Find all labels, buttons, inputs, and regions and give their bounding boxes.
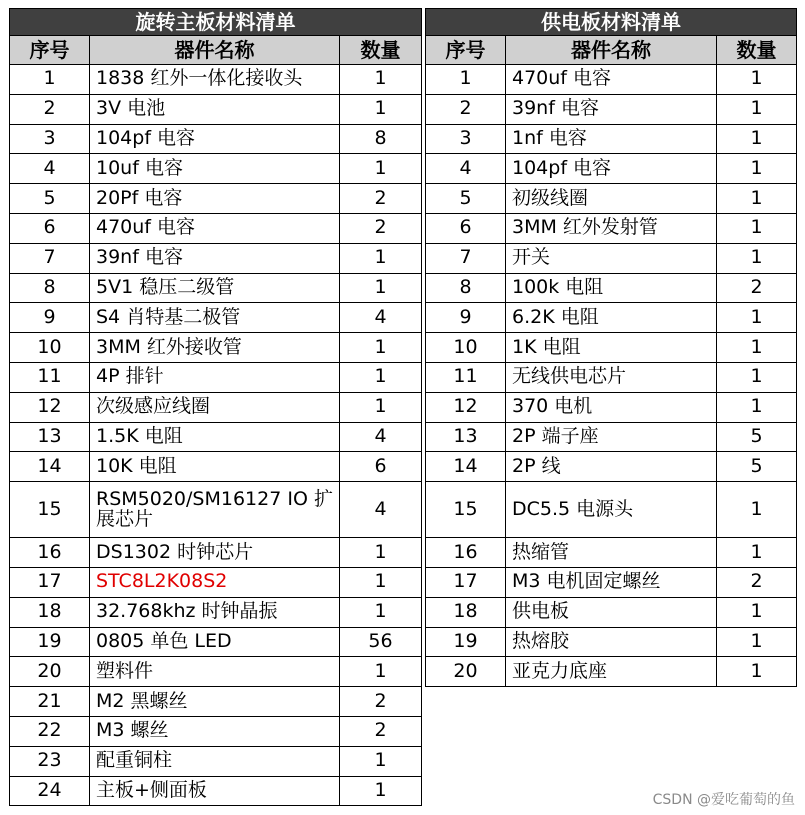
power-board-bom-table (425, 8, 797, 687)
table-row (426, 213, 797, 243)
component-name: 104pf 电容 (90, 124, 340, 154)
table-row (10, 154, 422, 184)
quantity: 1 (717, 243, 797, 273)
row-index: 8 (426, 273, 506, 303)
component-name: 1838 红外一体化接收头 (90, 65, 340, 95)
table-row (10, 687, 422, 717)
table-row (426, 627, 797, 657)
row-index: 4 (10, 154, 90, 184)
quantity: 4 (340, 482, 422, 538)
row-index: 12 (10, 392, 90, 422)
table-row (10, 94, 422, 124)
quantity: 1 (340, 333, 422, 363)
quantity: 1 (717, 303, 797, 333)
component-name: 1.5K 电阻 (90, 422, 340, 452)
table-row (426, 567, 797, 597)
quantity: 8 (340, 124, 422, 154)
quantity: 1 (717, 362, 797, 392)
quantity: 1 (340, 273, 422, 303)
table-row (10, 597, 422, 627)
quantity: 1 (717, 657, 797, 687)
column-header-component-name: 器件名称 (506, 36, 717, 65)
table-row (10, 213, 422, 243)
component-name: 次级感应线圈 (90, 392, 340, 422)
quantity: 2 (340, 687, 422, 717)
quantity: 1 (717, 94, 797, 124)
table-row (10, 567, 422, 597)
table-row (10, 627, 422, 657)
quantity: 1 (717, 124, 797, 154)
table-row (10, 184, 422, 214)
table-row (10, 65, 422, 95)
quantity: 5 (717, 422, 797, 452)
row-index: 20 (10, 657, 90, 687)
table-row (10, 452, 422, 482)
component-name: 3MM 红外发射管 (506, 213, 717, 243)
row-index: 5 (426, 184, 506, 214)
table-row (10, 243, 422, 273)
component-name: 370 电机 (506, 392, 717, 422)
component-name: 470uf 电容 (506, 65, 717, 95)
component-name: 32.768khz 时钟晶振 (90, 597, 340, 627)
component-name: S4 肖特基二极管 (90, 303, 340, 333)
row-index: 1 (10, 65, 90, 95)
row-index: 3 (10, 124, 90, 154)
row-index: 10 (10, 333, 90, 363)
component-name: 初级线圈 (506, 184, 717, 214)
column-header-quantity: 数量 (717, 36, 797, 65)
component-name: 2P 端子座 (506, 422, 717, 452)
table-row (426, 362, 797, 392)
row-index: 16 (426, 538, 506, 568)
table-row (426, 333, 797, 363)
component-name: 无线供电芯片 (506, 362, 717, 392)
table-row (10, 538, 422, 568)
table-row (426, 124, 797, 154)
table-row (10, 422, 422, 452)
row-index: 13 (10, 422, 90, 452)
component-name: 塑料件 (90, 657, 340, 687)
row-index: 11 (426, 362, 506, 392)
component-name: 5V1 稳压二级管 (90, 273, 340, 303)
row-index: 18 (426, 597, 506, 627)
table-row (426, 243, 797, 273)
component-name: 4P 排针 (90, 362, 340, 392)
row-index: 17 (426, 567, 506, 597)
component-name: 10K 电阻 (90, 452, 340, 482)
row-index: 11 (10, 362, 90, 392)
quantity: 1 (340, 567, 422, 597)
row-index: 5 (10, 184, 90, 214)
table-row (426, 184, 797, 214)
quantity: 1 (340, 243, 422, 273)
component-name: 39nf 电容 (90, 243, 340, 273)
row-index: 6 (426, 213, 506, 243)
component-name: 470uf 电容 (90, 213, 340, 243)
quantity: 4 (340, 303, 422, 333)
quantity: 1 (340, 65, 422, 95)
row-index: 14 (426, 452, 506, 482)
row-index: 7 (426, 243, 506, 273)
row-index: 18 (10, 597, 90, 627)
component-name: 104pf 电容 (506, 154, 717, 184)
quantity: 1 (340, 746, 422, 776)
quantity: 5 (717, 452, 797, 482)
component-name: 3MM 红外接收管 (90, 333, 340, 363)
table-row (10, 124, 422, 154)
component-name: 主板+侧面板 (90, 776, 340, 806)
table-row (426, 538, 797, 568)
row-index: 12 (426, 392, 506, 422)
row-index: 9 (10, 303, 90, 333)
table-row (426, 154, 797, 184)
row-index: 2 (10, 94, 90, 124)
quantity: 1 (717, 392, 797, 422)
table-row (426, 303, 797, 333)
component-name: 配重铜柱 (90, 746, 340, 776)
main-board-table-title: 旋转主板材料清单 (10, 9, 422, 36)
table-row (426, 65, 797, 95)
main-board-bom-table (9, 8, 422, 806)
quantity: 1 (717, 538, 797, 568)
column-header-index: 序号 (10, 36, 90, 65)
row-index: 19 (10, 627, 90, 657)
component-name: 供电板 (506, 597, 717, 627)
component-name: 39nf 电容 (506, 94, 717, 124)
component-name: RSM5020/SM16127 IO 扩展芯片 (90, 482, 340, 538)
component-name: 0805 单色 LED (90, 627, 340, 657)
power-board-table-title: 供电板材料清单 (426, 9, 797, 36)
component-name: 100k 电阻 (506, 273, 717, 303)
component-name: DS1302 时钟芯片 (90, 538, 340, 568)
component-name: 6.2K 电阻 (506, 303, 717, 333)
component-name: STC8L2K08S2 (90, 567, 340, 597)
table-row (426, 392, 797, 422)
component-name: 10uf 电容 (90, 154, 340, 184)
table-row (10, 776, 422, 806)
row-index: 16 (10, 538, 90, 568)
table-row (426, 273, 797, 303)
row-index: 15 (10, 482, 90, 538)
table-row (10, 657, 422, 687)
table-row (10, 392, 422, 422)
component-name: 亚克力底座 (506, 657, 717, 687)
row-index: 17 (10, 567, 90, 597)
row-index: 9 (426, 303, 506, 333)
component-name: 热熔胶 (506, 627, 717, 657)
quantity: 1 (340, 597, 422, 627)
row-index: 15 (426, 482, 506, 538)
quantity: 6 (340, 452, 422, 482)
quantity: 2 (717, 273, 797, 303)
column-header-index: 序号 (426, 36, 506, 65)
table-row (426, 657, 797, 687)
quantity: 1 (340, 94, 422, 124)
row-index: 24 (10, 776, 90, 806)
component-name: M3 螺丝 (90, 716, 340, 746)
quantity: 1 (340, 538, 422, 568)
component-name: 开关 (506, 243, 717, 273)
quantity: 1 (340, 154, 422, 184)
watermark: CSDN @爱吃葡萄的鱼 (652, 792, 795, 808)
table-row (426, 597, 797, 627)
component-name: 1K 电阻 (506, 333, 717, 363)
table-row (426, 422, 797, 452)
quantity: 2 (717, 567, 797, 597)
quantity: 1 (340, 362, 422, 392)
quantity: 1 (340, 392, 422, 422)
quantity: 1 (717, 154, 797, 184)
quantity: 1 (717, 597, 797, 627)
table-row (10, 303, 422, 333)
row-index: 21 (10, 687, 90, 717)
quantity: 1 (340, 776, 422, 806)
row-index: 22 (10, 716, 90, 746)
row-index: 6 (10, 213, 90, 243)
component-name: 2P 线 (506, 452, 717, 482)
table-row (10, 273, 422, 303)
quantity: 56 (340, 627, 422, 657)
quantity: 1 (717, 213, 797, 243)
table-row (10, 333, 422, 363)
row-index: 23 (10, 746, 90, 776)
row-index: 1 (426, 65, 506, 95)
row-index: 7 (10, 243, 90, 273)
row-index: 8 (10, 273, 90, 303)
table-row (426, 94, 797, 124)
table-row (10, 746, 422, 776)
component-name: 热缩管 (506, 538, 717, 568)
quantity: 1 (717, 627, 797, 657)
quantity: 1 (340, 657, 422, 687)
quantity: 2 (340, 213, 422, 243)
component-name: DC5.5 电源头 (506, 482, 717, 538)
row-index: 4 (426, 154, 506, 184)
quantity: 4 (340, 422, 422, 452)
component-name: M2 黑螺丝 (90, 687, 340, 717)
row-index: 3 (426, 124, 506, 154)
component-name: 20Pf 电容 (90, 184, 340, 214)
quantity: 1 (717, 184, 797, 214)
row-index: 14 (10, 452, 90, 482)
quantity: 2 (340, 184, 422, 214)
component-name: M3 电机固定螺丝 (506, 567, 717, 597)
row-index: 19 (426, 627, 506, 657)
table-row (426, 482, 797, 538)
component-name: 3V 电池 (90, 94, 340, 124)
column-header-component-name: 器件名称 (90, 36, 340, 65)
table-row (426, 452, 797, 482)
component-name: 1nf 电容 (506, 124, 717, 154)
quantity: 2 (340, 716, 422, 746)
table-row (10, 482, 422, 538)
row-index: 20 (426, 657, 506, 687)
row-index: 13 (426, 422, 506, 452)
quantity: 1 (717, 65, 797, 95)
quantity: 1 (717, 333, 797, 363)
table-row (10, 362, 422, 392)
row-index: 10 (426, 333, 506, 363)
table-row (10, 716, 422, 746)
quantity: 1 (717, 482, 797, 538)
column-header-quantity: 数量 (340, 36, 422, 65)
row-index: 2 (426, 94, 506, 124)
